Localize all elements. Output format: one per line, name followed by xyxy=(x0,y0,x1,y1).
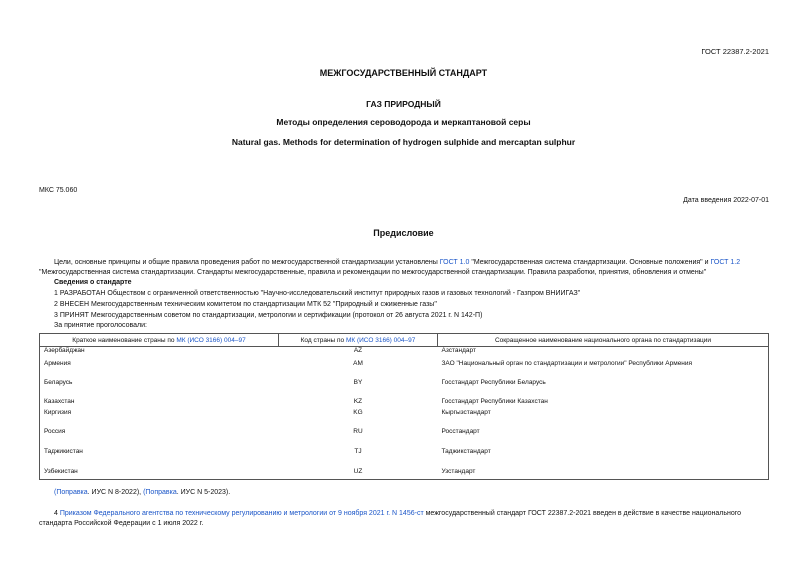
body-cell: Азстандарт xyxy=(441,347,476,354)
country-cell: Казахстан xyxy=(44,397,75,405)
gas-title: ГАЗ ПРИРОДНЫЙ xyxy=(366,99,441,109)
body-cell: Таджикстандарт xyxy=(441,447,491,455)
amendment-text: . ИУС N 8-2022), xyxy=(87,489,144,496)
foreword-heading: Предисловие xyxy=(373,228,434,238)
amendment-text: . ИУС N 5-2023). xyxy=(176,489,231,496)
table-row xyxy=(40,448,769,468)
russian-title: Методы определения сероводорода и меркаптановой серы xyxy=(276,117,531,127)
column-header-body: Сокращенное наименование национального органа по стандартизации xyxy=(438,334,769,347)
item-text: межгосударственный стандарт ГОСТ 22387.2-2021 введен в действие в качестве национального стандарта Российской Федерации с 1 июля 2022 г. xyxy=(39,510,742,527)
code-cell: UZ xyxy=(353,467,363,475)
table-row xyxy=(40,360,769,379)
paragraph-text: Цели, основные принципы и общие правила проведения работ по межгосударственной стандартизации установлены xyxy=(54,259,440,266)
code-cell: RU xyxy=(353,427,363,435)
table-row xyxy=(40,347,769,360)
code-cell: BY xyxy=(353,378,363,386)
document-id: ГОСТ 22387.2-2021 xyxy=(701,47,769,56)
mk-iso-link[interactable]: МК (ИСО 3166) 004–97 xyxy=(176,336,246,344)
item-developed: 1 РАЗРАБОТАН Обществом с ограниченной ответственностью "Научно-исследовательский институт природных газов и газовых технологий - Газпром ВНИИГАЗ" xyxy=(54,290,581,297)
country-cell: Таджикистан xyxy=(44,447,83,455)
mks-code: МКС 75.060 xyxy=(39,187,78,194)
item-adopted: 3 ПРИНЯТ Межгосударственным советом по стандартизации, метрологии и сертификации (протокол от 26 августа 2021 г. N 142-П) xyxy=(54,312,483,319)
code-cell: TJ xyxy=(354,447,362,455)
introduction-date: Дата введения 2022-07-01 xyxy=(683,197,769,204)
body-cell: Кыргызстандарт xyxy=(441,408,491,416)
order-link[interactable]: Приказом Федерального агентства по техническому регулированию и метрологии от 9 ноября 2021 г. N 1456-ст xyxy=(59,510,424,517)
foreword-paragraph xyxy=(39,258,769,277)
body-cell: Узстандарт xyxy=(441,467,476,475)
voted-label: За принятие проголосовали: xyxy=(54,322,147,329)
body-cell: Росстандарт xyxy=(441,427,480,435)
code-cell: AM xyxy=(353,359,363,367)
column-header-country xyxy=(40,334,279,347)
column-header-code xyxy=(279,334,438,347)
header-text: Краткое наименование страны по xyxy=(72,336,177,344)
body-cell: ЗАО "Национальный орган по стандартизации и метрологии" Республики Армения xyxy=(441,359,693,367)
code-cell: KG xyxy=(353,408,363,416)
table-row xyxy=(40,398,769,409)
country-cell: Беларусь xyxy=(44,378,73,386)
english-title: Natural gas. Methods for determination of hydrogen sulphide and mercaptan sulphur xyxy=(231,137,576,147)
body-cell: Госстандарт Республики Беларусь xyxy=(441,378,546,386)
body-cell: Госстандарт Республики Казахстан xyxy=(441,397,548,405)
table-row xyxy=(40,379,769,398)
item-number: 4 xyxy=(54,510,60,517)
amendment-link[interactable]: (Поправка xyxy=(54,489,88,496)
standard-type-heading: МЕЖГОСУДАРСТВЕННЫЙ СТАНДАРТ xyxy=(319,68,488,78)
table-row xyxy=(40,409,769,428)
header-text: Код страны по xyxy=(300,336,346,344)
gost-1-0-link[interactable]: ГОСТ 1.0 xyxy=(439,259,470,266)
amendments-line xyxy=(54,489,230,496)
paragraph-text: "Межгосударственная система стандартизации. Основные положения" и xyxy=(469,259,711,266)
table-row xyxy=(40,428,769,448)
amendment-link[interactable]: (Поправка xyxy=(143,489,177,496)
country-cell: Армения xyxy=(44,359,71,367)
country-cell: Узбекистан xyxy=(44,467,78,475)
table-row xyxy=(40,468,769,480)
item-submitted: 2 ВНЕСЕН Межгосударственным техническим комитетом по стандартизации МТК 52 "Природный и сжиженные газы" xyxy=(54,301,437,308)
country-cell: Киргизия xyxy=(44,408,72,416)
code-cell: KZ xyxy=(353,397,363,405)
gost-1-2-link[interactable]: ГОСТ 1.2 xyxy=(710,259,741,266)
country-cell: Азербайджан xyxy=(44,347,85,354)
table-header-row xyxy=(40,334,769,347)
code-cell: AZ xyxy=(353,347,363,354)
paragraph-text: "Межгосударственная система стандартизации. Стандарты межгосударственные, правила и рекомендации по межгосударственной стандартизации. Правила разработки, принятия, обновления и отмены" xyxy=(39,268,707,276)
member-states-table xyxy=(39,333,769,480)
mk-iso-link[interactable]: МК (ИСО 3166) 004–97 xyxy=(345,336,416,344)
country-cell: Россия xyxy=(44,427,66,435)
item-enacted xyxy=(39,509,769,528)
standard-info-heading: Сведения о стандарте xyxy=(54,279,132,286)
